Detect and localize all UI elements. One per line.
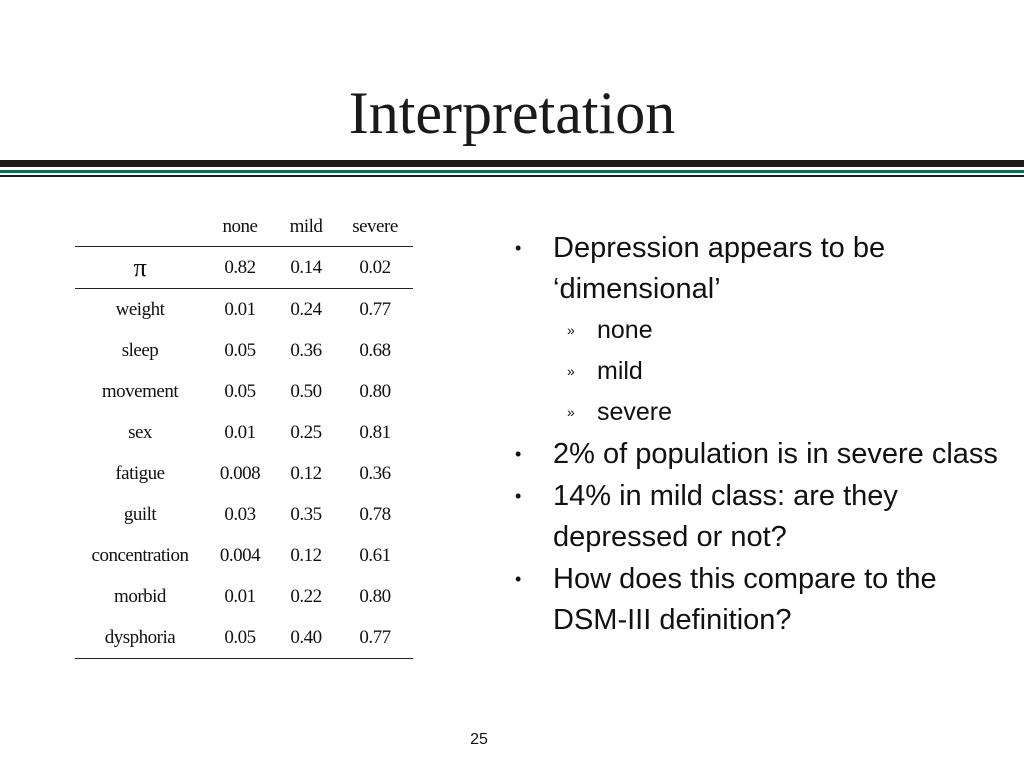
table-cell: 0.36 bbox=[290, 339, 322, 361]
table-row bbox=[75, 289, 413, 331]
table-cell: 0.12 bbox=[290, 544, 322, 566]
row-label: guilt bbox=[123, 503, 157, 525]
bullet-item bbox=[512, 434, 1012, 475]
table-cell: 0.81 bbox=[359, 421, 391, 443]
row-label: morbid bbox=[114, 585, 166, 607]
table-cell: 0.77 bbox=[359, 626, 391, 648]
row-label: fatigue bbox=[115, 462, 165, 484]
table-cell: 0.35 bbox=[290, 503, 322, 525]
pi-label: π bbox=[133, 252, 147, 282]
table-cell: 0.61 bbox=[359, 544, 391, 566]
slide-title: Interpretation bbox=[348, 80, 676, 146]
row-label: movement bbox=[101, 380, 179, 402]
bullet-dot-icon: • bbox=[515, 486, 522, 506]
row-label: dysphoria bbox=[104, 626, 176, 648]
bullet-dot-icon: • bbox=[515, 444, 522, 464]
table-header-severe: severe bbox=[352, 216, 398, 237]
table-cell: 0.004 bbox=[219, 544, 261, 566]
table-header-mild: mild bbox=[289, 216, 323, 237]
table-row-pi bbox=[75, 247, 413, 289]
sub-bullet-text: none bbox=[597, 316, 653, 344]
row-label: sex bbox=[128, 421, 152, 443]
title-rule-dark bbox=[0, 160, 1024, 167]
table-header-row bbox=[75, 208, 413, 247]
title-rule-teal bbox=[0, 170, 1024, 173]
table-cell: 0.12 bbox=[290, 462, 322, 484]
table-cell: 0.22 bbox=[290, 585, 322, 607]
table-row bbox=[75, 371, 413, 412]
table-cell: 0.05 bbox=[224, 339, 256, 361]
bullet-item bbox=[512, 228, 1012, 433]
table-cell: 0.24 bbox=[290, 298, 322, 320]
chevron-right-icon: » bbox=[567, 322, 575, 338]
table-cell: 0.05 bbox=[224, 380, 256, 402]
table-header-none: none bbox=[222, 216, 258, 237]
bullet-text: How does this compare to the DSM-III definition? bbox=[553, 563, 937, 636]
bullet-dot-icon: • bbox=[515, 238, 522, 258]
table-header-blank bbox=[75, 208, 205, 247]
bullet-list bbox=[512, 228, 1012, 642]
bullet-text: Depression appears to be ‘dimensional’ bbox=[553, 232, 886, 305]
sub-bullet-item bbox=[553, 392, 1012, 433]
sub-bullet-text: mild bbox=[597, 357, 643, 385]
table-row bbox=[75, 576, 413, 617]
sub-bullet-list bbox=[553, 310, 1012, 433]
table-row bbox=[75, 535, 413, 576]
sub-bullet-item bbox=[553, 351, 1012, 392]
sub-bullet-text: severe bbox=[597, 398, 673, 426]
row-label: sleep bbox=[121, 339, 159, 361]
chevron-right-icon: » bbox=[567, 404, 575, 420]
table-row bbox=[75, 617, 413, 659]
table-cell: 0.68 bbox=[359, 339, 391, 361]
table-cell: 0.01 bbox=[224, 298, 256, 320]
table-cell: 0.36 bbox=[359, 462, 391, 484]
table-cell: 0.82 bbox=[224, 256, 256, 278]
table-cell: 0.25 bbox=[290, 421, 322, 443]
sub-bullet-item bbox=[553, 310, 1012, 351]
probability-table bbox=[75, 208, 413, 659]
title-rule-thin bbox=[0, 175, 1024, 177]
table-row bbox=[75, 453, 413, 494]
table-cell: 0.03 bbox=[224, 503, 256, 525]
table-cell: 0.01 bbox=[224, 585, 256, 607]
table-row bbox=[75, 494, 413, 535]
table-cell: 0.05 bbox=[224, 626, 256, 648]
chevron-right-icon: » bbox=[567, 363, 575, 379]
table-cell: 0.80 bbox=[359, 380, 391, 402]
table-cell: 0.02 bbox=[359, 256, 391, 278]
table-cell: 0.50 bbox=[290, 380, 322, 402]
table-cell: 0.008 bbox=[219, 462, 261, 484]
table-cell: 0.01 bbox=[224, 421, 256, 443]
table-cell: 0.14 bbox=[290, 256, 322, 278]
table-cell: 0.78 bbox=[359, 503, 391, 525]
row-label: weight bbox=[115, 298, 165, 320]
bullet-dot-icon: • bbox=[515, 569, 522, 589]
page-number: 25 bbox=[470, 731, 488, 748]
table-cell: 0.80 bbox=[359, 585, 391, 607]
bullet-text: 14% in mild class: are they depressed or not? bbox=[553, 480, 898, 553]
table-row bbox=[75, 412, 413, 453]
bullet-text: 2% of population is in severe class bbox=[553, 438, 998, 470]
bullet-item bbox=[512, 476, 1012, 558]
row-label: concentration bbox=[91, 544, 189, 566]
table-cell: 0.77 bbox=[359, 298, 391, 320]
bullet-item bbox=[512, 559, 1012, 641]
table-row bbox=[75, 330, 413, 371]
table-cell: 0.40 bbox=[290, 626, 322, 648]
